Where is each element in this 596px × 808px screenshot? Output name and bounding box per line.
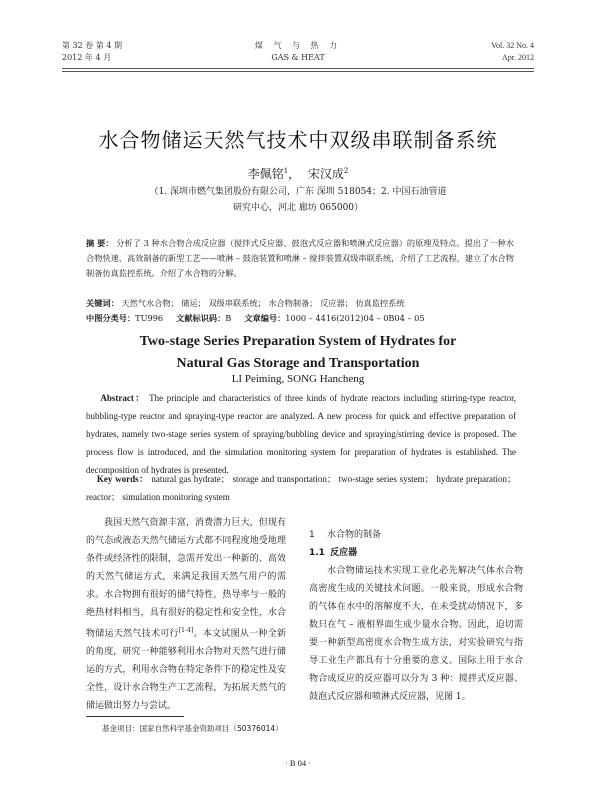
section-1-title: 水合物的制备 xyxy=(327,530,382,540)
section-1-1-title: 反应器 xyxy=(330,548,358,558)
section-1-1-number: 1.1 xyxy=(309,548,325,558)
author-2-name: 宋汉成 xyxy=(307,167,344,181)
paper-title-cn: 水合物储运天然气技术中双级串联制备系统 xyxy=(98,128,498,152)
classification-line xyxy=(86,311,516,325)
authors-cn xyxy=(0,165,596,182)
header-journal-en: GAS & HEAT xyxy=(271,53,325,62)
keywords-cn-text: 天然气水合物； 储运； 双级串联系统； 水合物制备； 反应器； 仿真监控系统 xyxy=(121,298,405,308)
keywords-cn xyxy=(86,296,516,310)
doc-code-value: B xyxy=(225,313,232,323)
intro-text-continued: 。本文试图从一种全新的角度，研究一种能够利用水合物对天然气进行储运的方式，利用水合物在特定条件下的稳定性及安全性，设计水合物生产工艺流程，为拓展天然气的储运做出努力与尝试。 xyxy=(86,629,286,711)
paper-title-en-line-2: Natural Gas Storage and Transportation xyxy=(176,356,420,371)
running-header xyxy=(62,40,534,68)
header-date-cn: 2012 年 4 月 xyxy=(62,53,112,62)
affiliations xyxy=(0,184,596,216)
keywords-en-label: Key words： xyxy=(96,474,149,484)
abstract-en-text: The principle and characteristics of three kinds of hydrate reactors including stirring-type reactor, bubbling-type reactor and spraying-type reactor are analyzed. A new process for quick and effective preparation of hydrates, namely two-stage series system of spraying/bubbling device and spraying/stirring device is proposed. The process flow is introduced, and the simulation monitoring system for preparation of hydrates is established. The decomposition of hydrates is presented. xyxy=(86,393,517,475)
author-2-affil-mark: 2 xyxy=(343,167,349,175)
keywords-cn-label: 关键词： xyxy=(86,298,119,308)
footnote-rule xyxy=(86,716,184,717)
section-1-1-paragraph: 水合物储运技术实现工业化必先解决气体水合物高密度生成的关键技术问题。一般来说，形成水合物的气体在水中的溶解度不大，在未受扰动情况下，多数只在气 – 液相界面生成少量水合物。因此，迫切需要一种新型高密度水合物生成方法，对实验研究与指导工业生产都具有十分重要的意义。国际上用于水合物合成反应的反应器可以分为 3 种：搅拌式反应器、鼓泡式反应器和喷淋式反应器，见图 1。 xyxy=(309,566,523,702)
header-volume-info-en xyxy=(491,40,534,64)
abstract-cn-label: 摘 要： xyxy=(86,238,114,248)
intro-text: 我国天然气资源丰富，消费潜力巨大，但现有的气态或液态天然气储运方式都不同程度地受地理条件或经济性的限制，急需开发出一种新的、高效的天然气储运方式，来满足我国天然气用户的需求。水合物拥有很好的储气特性，热导率与一般的绝热材料相当，具有很好的稳定性和安全性，水合物储运天然气技术可行 xyxy=(86,518,286,639)
abstract-cn xyxy=(86,236,514,281)
header-date-en: Apr. 2012 xyxy=(502,53,534,62)
keywords-en xyxy=(86,470,516,506)
header-journal xyxy=(62,40,534,64)
header-journal-cn: 煤 气 与 热 力 xyxy=(254,41,342,50)
header-vol-no-en: Vol. 32 No. 4 xyxy=(491,41,534,50)
authors-en: LI Peiming, SONG Hancheng xyxy=(231,373,365,385)
doc-code-label: 文献标识码： xyxy=(176,313,226,323)
author-1-affil-mark: 1 xyxy=(283,167,289,175)
keywords-en-text: natural gas hydrate； storage and transportation； two-stage series system； hydrate preparation； reactor； simulation monitoring system xyxy=(86,474,517,502)
header-volume-issue: 第 32 卷 第 4 期 xyxy=(62,41,122,50)
body-column-left xyxy=(86,514,286,715)
author-separator: ， xyxy=(288,167,301,181)
clc-label: 中图分类号： xyxy=(86,313,136,323)
section-1-number: 1 xyxy=(309,530,315,540)
article-number-label: 文章编号： xyxy=(244,313,286,323)
abstract-cn-text: 分析了 3 种水合物合成反应器（搅拌式反应器、鼓泡式反应器和喷淋式反应器）的原理及特点。提出了一种水合物快速、高效制备的新型工艺——喷淋 – 鼓泡装置和喷淋 – 搅拌装置双级串联系统，介绍了工艺流程，建立了水合物制备仿真监控系统。介绍了水合物的分解。 xyxy=(86,238,514,278)
paper-title-en-line-1: Two-stage Series Preparation System of Hydrates for xyxy=(139,334,457,349)
funding-footnote: 基金项目：国家自然科学基金资助项目（50376014） xyxy=(102,724,283,733)
affiliation-line-1: （1. 深圳市燃气集团股份有限公司，广东 深圳 518054；2. 中国石油管道 xyxy=(149,187,447,197)
body-column-right xyxy=(309,526,523,706)
paper-title-en xyxy=(0,331,596,375)
section-1-1-heading xyxy=(309,544,523,562)
author-1-name: 李佩铭 xyxy=(247,167,284,181)
intro-paragraph xyxy=(86,514,286,715)
affiliation-line-2: 研究中心，河北 廊坊 065000） xyxy=(232,203,364,213)
article-number-value: 1000 – 4416(2012)04 – 0B04 – 05 xyxy=(285,313,425,323)
header-rule-thick xyxy=(62,68,534,69)
abstract-en xyxy=(86,389,516,479)
citation-ref: [1-4] xyxy=(178,627,194,634)
page-number: · B 04 · xyxy=(284,758,312,768)
clc-value: TU996 xyxy=(135,313,164,323)
section-1-heading xyxy=(309,526,523,544)
abstract-en-label: Abstract： xyxy=(100,393,146,403)
header-rule-thin xyxy=(62,71,534,72)
